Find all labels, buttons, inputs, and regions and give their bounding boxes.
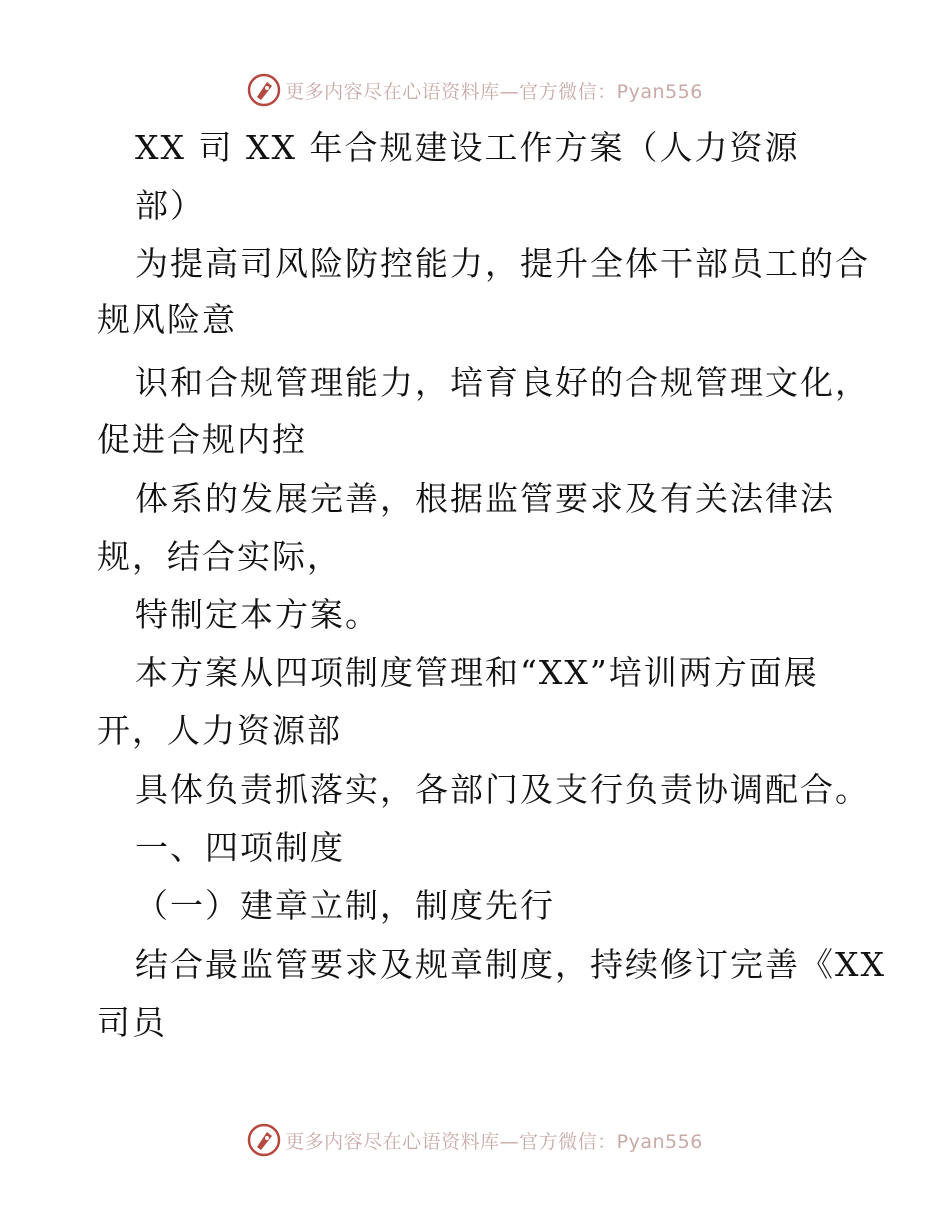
doc-line: 部） [135, 186, 205, 225]
doc-line: 具体负责抓落实，各部门及支行负责协调配合。 [135, 770, 870, 809]
header-watermark [0, 70, 950, 110]
doc-line: 一、四项制度 [135, 828, 345, 867]
doc-line: 规，结合实际， [97, 537, 342, 576]
doc-line: 规风险意 [97, 300, 237, 339]
doc-line: 促进合规内控 [97, 420, 307, 459]
doc-line: 司员 [97, 1003, 167, 1042]
doc-line: 体系的发展完善，根据监管要求及有关法律法 [135, 479, 835, 518]
watermark-text: 更多内容尽在心语资料库—官方微信：Pyan556 [285, 80, 703, 103]
doc-line: XX 司 XX 年合规建设工作方案（人力资源 [135, 128, 800, 167]
doc-line: 识和合规管理能力，培育良好的合规管理文化， [135, 363, 870, 402]
doc-line: 本方案从四项制度管理和“XX”培训两方面展 [135, 653, 819, 692]
doc-line: 为提高司风险防控能力，提升全体干部员工的合 [135, 244, 870, 283]
watermark-text: 更多内容尽在心语资料库—官方微信：Pyan556 [285, 1130, 703, 1153]
pen-nib-icon [247, 73, 281, 107]
doc-line: 开，人力资源部 [97, 711, 342, 750]
pen-nib-icon [247, 1123, 281, 1157]
doc-line: 结合最监管要求及规章制度，持续修订完善《XX [135, 945, 886, 984]
footer-watermark [0, 1120, 950, 1160]
doc-line: 特制定本方案。 [135, 595, 380, 634]
doc-line: （一）建章立制，制度先行 [135, 886, 555, 925]
